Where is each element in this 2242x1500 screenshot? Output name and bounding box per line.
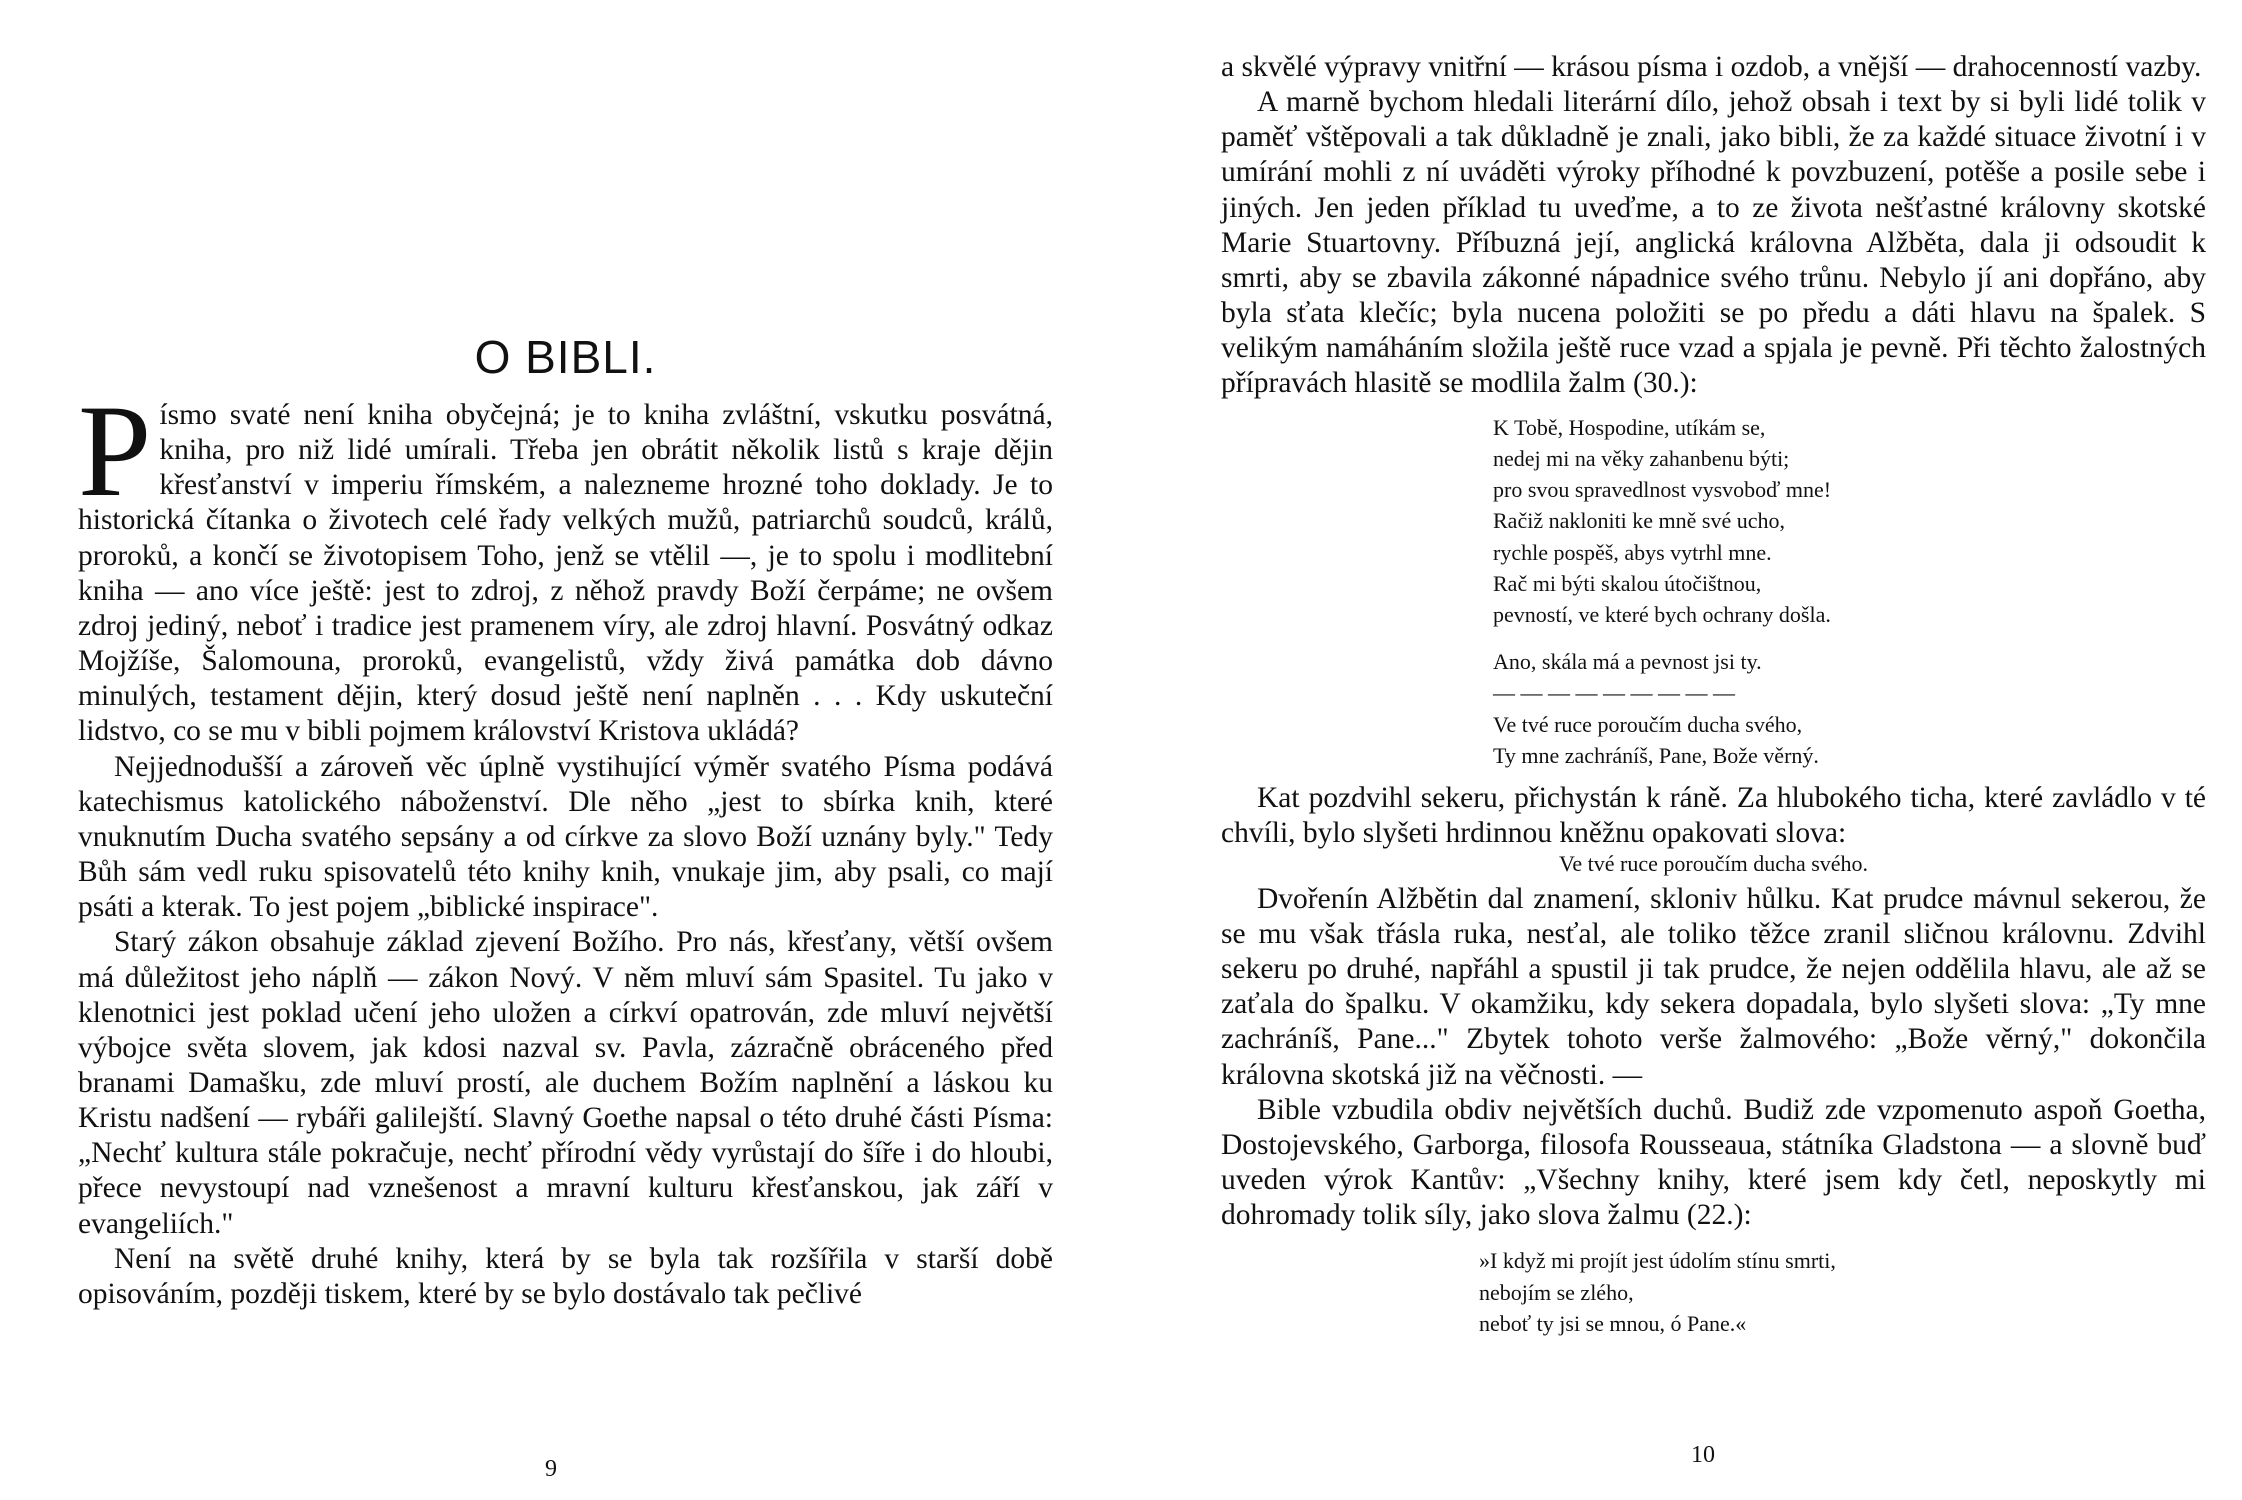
page-number-right: 10 xyxy=(1691,1442,1715,1468)
right-paragraph-4: Dvořenín Alžbětin dal znamení, skloniv hůlku. Kat prudce mávnul sekerou, že se mu však třásla ruka, nesťal, ale toliko těžce zranil sličnou královnu. Zdvihl sekeru po druhé, napřáhl a spustil ji tak prudce, že nejen oddělila hlavu, ale až se zaťala do špalku. V okamžiku, kdy sekera dopadala, bylo slyšeti slova: „Ty mne zachráníš, Pane..." Zbytek tohoto verše žalmového: „Bože věrný," dokončila královna skotská již na věčnosti. — xyxy=(1221,882,2206,1091)
psalm-line: pevností, ve které bych ochrany došla. xyxy=(1493,601,1831,627)
verse-gap xyxy=(1493,630,2206,646)
left-paragraph-1-text: ísmo svaté není kniha obyčejná; je to kniha zvláštní, vskutku posvátná, kniha, pro niž lidé umírali. Třeba jen obrátit několik listů s kraje dějin křesťanství v imperiu římském, a nalezneme hrozné toho doklady. Je to historická čítanka o životech celé řady velkých mužů, patriarchů soudců, králů, proroků, a končí se životopisem Toho, jenž se vtělil —, je to spolu i modlitební kniha — ano více ještě: jest to zdroj, z něhož pravdy Boží čerpáme; ne ovšem zdroj jediný, neboť i tradice jest pramenem víry, ale zdroj hlavní. Posvátný odkaz Mojžíše, Šalomouna, proroků, evangelistů, vždy živá památka dob dávno minulých, testament dějin, který dosud ještě není naplněn . . . Kdy uskuteční lidstvo, co se mu v bibli pojmem království Kristova ukládá? xyxy=(78,399,1053,748)
psalm-line: Račiž nakloniti ke mně své ucho, xyxy=(1493,508,1786,534)
left-text-column xyxy=(78,330,1053,1312)
psalm-line: K Tobě, Hospodine, utíkám se, xyxy=(1493,414,1766,440)
left-paragraph-3: Starý zákon obsahuje základ zjevení Božího. Pro nás, křesťany, větší ovšem má důležitost jeho náplň — zákon Nový. V něm mluví sám Spasitel. Tu jako v klenotnici jest poklad učení jeho uložen a církví opatrován, zde mluví největší výbojce světa slovem, jak kdosi nazval sv. Pavla, zázračně obráceného před branami Damašku, zde mluví prostí, ale duchem Božím naplnění a láskou ku Kristu nadšení — rybáři galilejští. Slavný Goethe napsal o této druhé části Písma: „Nechť kultura stále pokračuje, nechť přírodní vědy vyrůstají do šíře i do hloubi, přece nevystoupí nad vznešenost a mravní kulturu křesťanskou, jak září v evangeliích." xyxy=(78,926,1053,1240)
final-verse-line: »I když mi projít jest údolím stínu smrti, xyxy=(1479,1248,1836,1274)
final-verse-line: nebojím se zlého, xyxy=(1479,1279,1634,1305)
psalm-line: Rač mi býti skalou útočištnou, xyxy=(1493,570,1762,596)
psalm-line: pro svou spravedlnost vysvoboď mne! xyxy=(1493,477,1832,503)
right-page xyxy=(1121,0,2242,1500)
psalm-dashes: — — — — — — — — — xyxy=(1493,680,1735,706)
right-paragraph-2: A marně bychom hledali literární dílo, jehož obsah i text by si byli lidé tolik v paměť vštěpovali a tak důkladně je znali, jako bibli, že za každé situace životní i v umírání mohli z ní uváděti výroky příhodné k povzbuzení, potěše a posile sebe i jiných. Jen jeden příklad tu uveďme, a to ze života nešťastné královny skotské Marie Stuartovny. Příbuzná její, anglická královna Alžběta, dala ji odsoudit k smrti, aby se zbavila zákonné nápadnice svého trůnu. Nebylo jí ani dopřáno, aby byla sťata klečíc; byla nucena položiti se po předu a dáti hlavu na špalek. S velikým namáháním složila ještě ruce vzad a spjala je pevně. Při těchto žalostných přípravách hlasitě se modlila žalm (30.): xyxy=(1221,86,2206,400)
psalm-line: Ty mne zachráníš, Pane, Bože věrný. xyxy=(1493,742,1819,768)
psalm-line: Ve tvé ruce poroučím ducha svého, xyxy=(1493,711,1803,737)
chapter-title: O BIBLI. xyxy=(474,331,657,383)
page-number-left: 9 xyxy=(545,1456,557,1482)
right-paragraph-1: a skvělé výpravy vnitřní — krásou písma i ozdob, a vnější — drahocenností vazby. xyxy=(1221,51,2202,83)
left-paragraph-1 xyxy=(78,377,1053,750)
right-text-column xyxy=(1221,50,2206,1339)
psalm-line: Ano, skála má a pevnost jsi ty. xyxy=(1493,649,1762,675)
final-verse-line: neboť ty jsi se mnou, ó Pane.« xyxy=(1479,1310,1747,1336)
left-paragraph-4: Není na světě druhé knihy, která by se byla tak rozšířila v starší době opisováním, později tiskem, které by se bylo dostávalo tak pečlivé xyxy=(78,1242,1053,1310)
psalm-22-quote xyxy=(1479,1245,2206,1339)
left-paragraph-2: Nejjednodušší a zároveň věc úplně vystihující výměr svatého Písma podává katechismus katolického náboženství. Dle něho „jest to sbírka knih, které vnuknutím Ducha svatého sepsány a od církve za slovo Boží uznány byly." Tedy Bůh sám vedl ruku spisovatelů této knihy knih, vnukaje jim, aby psali, co mají psáti a kterak. To jest pojem „biblické inspirace". xyxy=(78,750,1053,924)
right-paragraph-5: Bible vzbudila obdiv největších duchů. Budiž zde vzpomenuto aspoň Goetha, Dostojevského, Garborga, filosofa Rousseaua, státníka Gladstona — a slovně buď uveden výrok Kantův: „Všechny knihy, které jsem kdy četl, neposkytly mi dohromady tolik síly, jako slova žalmu (22.): xyxy=(1221,1093,2206,1232)
drop-cap: P xyxy=(78,377,152,524)
psalm-30-quote xyxy=(1493,412,2206,772)
right-paragraph-3: Kat pozdvihl sekeru, přichystán k ráně. Za hlubokého ticha, které zavládlo v té chvíli, bylo slyšeti hrdinnou kněžnu opakovati slova: xyxy=(1221,782,2206,850)
psalm-line: nedej mi na věky zahanbenu býti; xyxy=(1493,445,1790,471)
single-verse-quote: Ve tvé ruce poroučím ducha svého. xyxy=(1558,851,1869,877)
psalm-line: rychle pospěš, abys vytrhl mne. xyxy=(1493,539,1772,565)
